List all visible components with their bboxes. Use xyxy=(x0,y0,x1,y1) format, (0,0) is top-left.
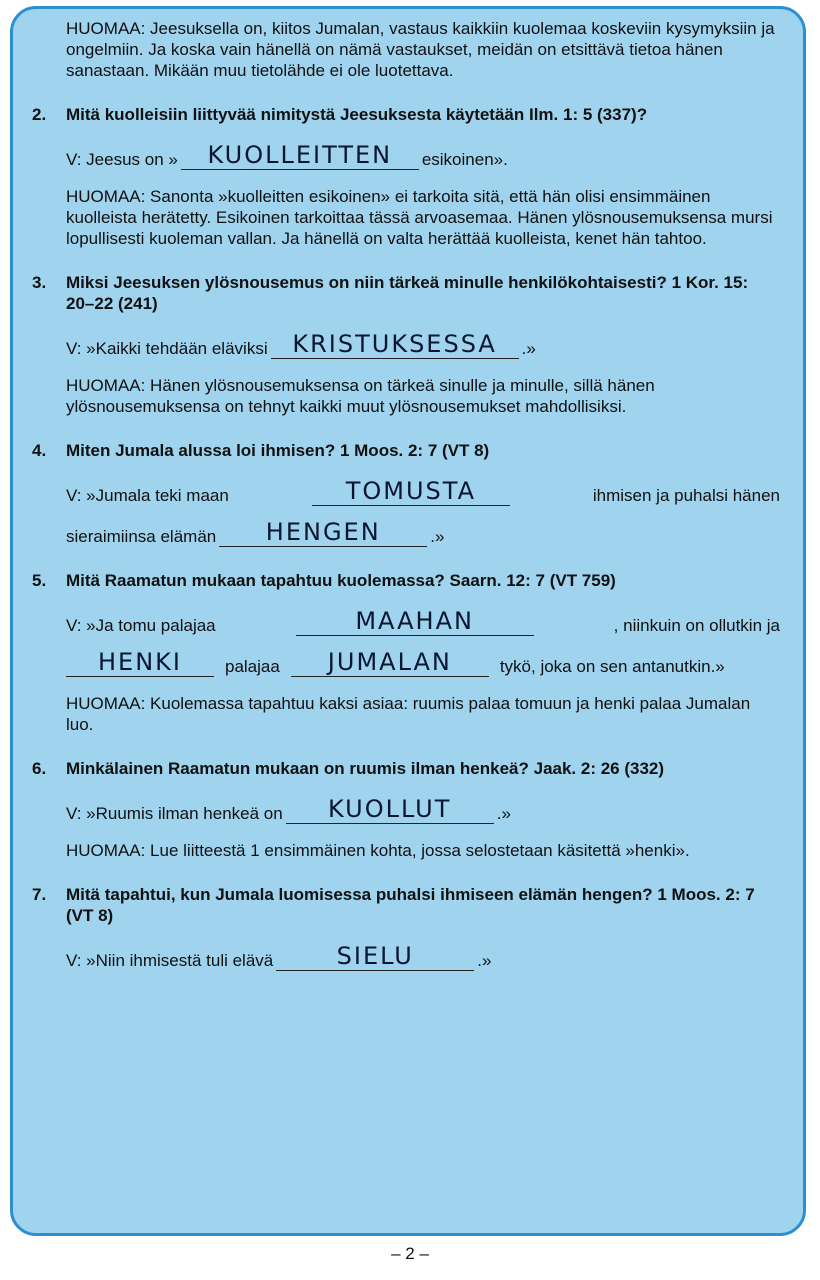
answer-suffix: tykö, joka on sen antanutkin.» xyxy=(499,657,725,676)
answer-2 xyxy=(66,141,780,170)
answer-suffix: .» xyxy=(521,339,536,358)
answer-5 xyxy=(66,607,780,677)
question-5 xyxy=(32,570,780,591)
answer-line xyxy=(66,330,780,359)
question-number: 5. xyxy=(32,571,47,590)
answer-prefix: V: »Niin ihmisestä tuli elävä xyxy=(66,951,274,970)
question-7 xyxy=(32,884,780,926)
note-5: HUOMAA: Kuolemassa tapahtuu kaksi asiaa: ruumis palaa tomuun ja henki palaa Jumalan luo. xyxy=(66,694,751,734)
question-text: Mitä kuolleisiin liittyvää nimitystä Jeesuksesta käytetään Ilm. 1: 5 (337)? xyxy=(66,105,648,124)
answer-suffix: .» xyxy=(496,804,511,823)
question-3 xyxy=(32,272,780,314)
question-4 xyxy=(32,440,780,461)
question-2 xyxy=(32,104,780,125)
question-number: 4. xyxy=(32,441,47,460)
question-text: Minkälainen Raamatun mukaan on ruumis ilman henkeä? Jaak. 2: 26 (332) xyxy=(66,759,665,778)
question-text: Mitä tapahtui, kun Jumala luomisessa puhalsi ihmiseen elämän hengen? 1 Moos. 2: 7 (VT 8) xyxy=(66,885,755,925)
answer-blank[interactable]: MAAHAN xyxy=(296,607,534,636)
answer-line xyxy=(66,648,780,677)
question-number: 6. xyxy=(32,759,47,778)
worksheet-content xyxy=(32,18,780,971)
answer-line xyxy=(66,942,780,971)
question-text: Miksi Jeesuksen ylösnousemus on niin tärkeä minulle henkilökohtaisesti? 1 Kor. 15: 20–22 (241) xyxy=(66,273,749,313)
answer-blank[interactable]: SIELU xyxy=(276,942,474,971)
answer-middle: , niinkuin on ollutkin ja xyxy=(613,616,780,635)
answer-prefix: V: Jeesus on » xyxy=(66,150,178,169)
answer-blank[interactable]: TOMUSTA xyxy=(312,477,510,506)
answer-middle: palajaa xyxy=(225,657,280,676)
page-number: – 2 – xyxy=(391,1244,429,1263)
answer-3 xyxy=(66,330,780,359)
note-6: HUOMAA: Lue liitteestä 1 ensimmäinen kohta, jossa selostetaan käsitettä »henki». xyxy=(66,841,690,860)
answer-6 xyxy=(66,795,780,824)
answer-4 xyxy=(66,477,780,547)
answer-middle: ihmisen ja puhalsi hänen xyxy=(592,486,780,505)
answer-prefix: sieraimiinsa elämän xyxy=(66,527,217,546)
answer-prefix: V: »Kaikki tehdään eläviksi xyxy=(66,339,268,358)
answer-prefix: V: »Ja tomu palajaa xyxy=(66,616,216,635)
question-text: Miten Jumala alussa loi ihmisen? 1 Moos. 2: 7 (VT 8) xyxy=(66,441,490,460)
question-number: 3. xyxy=(32,273,47,292)
answer-line xyxy=(66,518,780,547)
answer-blank[interactable]: KUOLLUT xyxy=(286,795,494,824)
question-number: 7. xyxy=(32,885,47,904)
question-text: Mitä Raamatun mukaan tapahtuu kuolemassa? Saarn. 12: 7 (VT 759) xyxy=(66,571,616,590)
answer-blank[interactable]: HENGEN xyxy=(219,518,427,547)
answer-suffix: .» xyxy=(430,527,445,546)
note-3: HUOMAA: Hänen ylösnousemuksensa on tärkeä sinulle ja minulle, sillä hänen ylösnousemuksensa on tehnyt kaikki muut ylösnousemukset mahdollisiksi. xyxy=(66,376,655,416)
answer-suffix: esikoinen». xyxy=(421,150,508,169)
answer-line xyxy=(66,141,780,170)
answer-suffix: .» xyxy=(477,951,492,970)
question-6 xyxy=(32,758,780,779)
intro-note: HUOMAA: Jeesuksella on, kiitos Jumalan, vastaus kaikkiin kuolemaa koskeviin kysymyksiin ja ongelmiin. Ja koska vain hänellä on nämä vastaukset, meidän on etsittävä tietoa hänen sanastaan. Mikään muu tietolähde ei ole luotettava. xyxy=(66,19,775,80)
answer-prefix: V: »Jumala teki maan xyxy=(66,486,229,505)
answer-blank[interactable]: KUOLLEITTEN xyxy=(181,141,419,170)
answer-7 xyxy=(66,942,780,971)
note-2: HUOMAA: Sanonta »kuolleitten esikoinen» ei tarkoita sitä, että hän olisi ensimmäinen kuolleista herätetty. Esikoinen tarkoittaa tässä arvoasemaa. Hänen ylösnousemuksensa mursi lopullisesti kuoleman vallan. Ja hänellä on valta herättää kuolleista, kenet hän tahtoo. xyxy=(66,187,773,248)
question-number: 2. xyxy=(32,105,47,124)
answer-blank[interactable]: KRISTUKSESSA xyxy=(271,330,519,359)
answer-prefix: V: »Ruumis ilman henkeä on xyxy=(66,804,283,823)
answer-line xyxy=(66,607,780,636)
answer-line xyxy=(66,795,780,824)
answer-blank[interactable]: JUMALAN xyxy=(291,648,489,677)
answer-line xyxy=(66,477,780,506)
answer-blank[interactable]: HENKI xyxy=(66,648,214,677)
